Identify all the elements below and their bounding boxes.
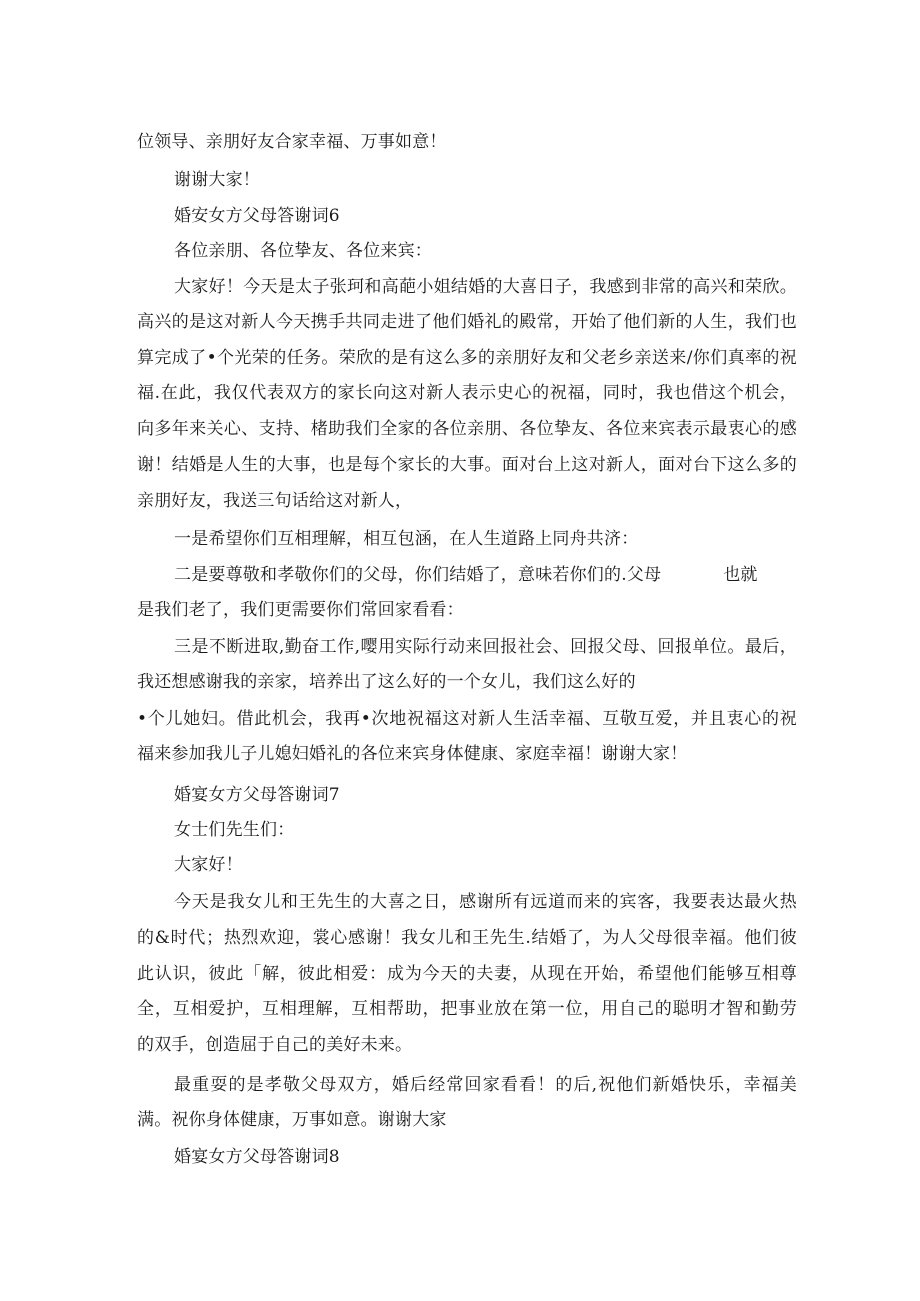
paragraph-line: 大家好！今天是太子张珂和高葩小姐结婚的大喜日子，我感到非常的高兴和荣欣。	[174, 277, 797, 297]
paragraph-line: 此认识，彼此「解，彼此相爱：成为今天的夫妻，从现在开始，希望他们能够互相尊	[137, 964, 797, 984]
line-text: 也就	[723, 565, 758, 585]
section-heading: 婚宴女方父母答谢词8	[174, 1147, 340, 1167]
paragraph-line: 大家好！	[174, 855, 243, 875]
paragraph-line: 我还想感谢我的亲家，培养出了这么好的一个女儿，我们这么好的	[137, 672, 636, 692]
paragraph-line	[174, 563, 797, 587]
paragraph-line: 最重耍的是孝敬父母双方，婚后经常回家看看！的后,祝他们新婚快乐，幸福美	[174, 1075, 797, 1095]
paragraph-line: 是我们老了，我们更需要你们常回家看看：	[137, 600, 464, 620]
section-heading: 婚宴女方父母答谢词7	[174, 785, 340, 805]
paragraph-line: 三是不断进取,勤奋工作,嘤用实际行动来回报社会、回报父母、回报单位。最后，	[174, 637, 797, 657]
paragraph-line: 福来参加我儿子儿媳妇婚礼的各位来宾身体健康、家庭幸福！谢谢大家！	[137, 744, 688, 764]
paragraph-line: 的双手，创造屈于自己的美好未来。	[137, 1035, 413, 1055]
salutation: 女士们先生们：	[174, 820, 295, 840]
paragraph-line: 的&时代；热烈欢迎，裳心感谢！我女儿和王先生.结婚了，为人父母很幸福。他们彼	[137, 928, 797, 948]
paragraph-line: 高兴的是这对新人今天携手共同走进了他们婚礼的殿常，开始了他们新的人生，我们也	[137, 312, 797, 332]
paragraph-line: 谢谢大家！	[174, 170, 260, 190]
line-text: 二是要尊敬和孝敬你们的父母，你们结婚了，意味若你们的.父母	[174, 565, 662, 585]
paragraph-line: 满。祝你身体健康，万事如意。谢谢大家	[137, 1110, 447, 1130]
paragraph-line: 亲朋好友，我送三句话给这对新人，	[137, 491, 413, 511]
section-heading: 婚安女方父母答谢词6	[174, 206, 340, 226]
paragraph-line: 全，互相爱护，互相理解，互相帮助，把事业放在第一位，用自己的聪明才智和勤劳	[137, 999, 797, 1019]
paragraph-line: 福.在此，我仅代表双方的家长向这对新人表示史心的祝福，同时，我也借这个机会，	[137, 383, 797, 403]
paragraph-line: 一是希望你们互相理解，相互包涵，在人生道路上同舟共济：	[174, 529, 639, 549]
paragraph-line: 算完成了•个光荣的任务。荣欣的是有这么多的亲朋好友和父老乡亲送来/你们真率的祝	[137, 348, 797, 368]
paragraph-line: 谢！结婚是人生的大事，也是每个家长的大事。面对台上这对新人，面对台下这么多的	[137, 455, 797, 475]
paragraph-line: •个儿她妇。借此机会，我再•次地祝福这对新人生活幸福、互敬互爱，并且衷心的祝	[137, 709, 797, 729]
paragraph-line: 位领导、亲朋好友合家幸福、万事如意！	[137, 132, 447, 152]
paragraph-line: 今天是我女儿和王先生的大喜之日，感谢所有远道而来的宾客，我要表达最火热	[174, 892, 797, 912]
paragraph-line: 向多年来关心、支持、楮助我们全家的各位亲朋、各位挚友、各位来宾表示最衷心的感	[137, 419, 797, 439]
salutation: 各位亲朋、各位挚友、各位来宾：	[174, 241, 432, 261]
